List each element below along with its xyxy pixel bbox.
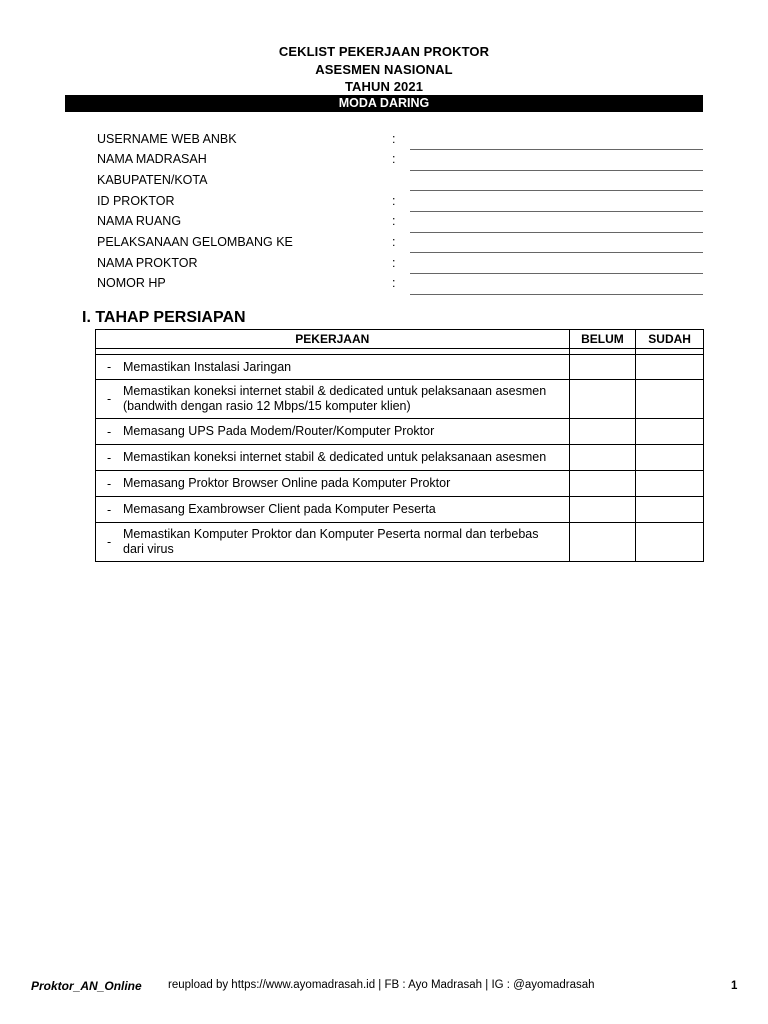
field-label-nomor-hp: NOMOR HP — [97, 276, 166, 290]
bullet-dash: - — [107, 476, 112, 491]
task-text: Memastikan koneksi internet stabil & dedicated untuk pelaksanaan asesmen (bandwith dengan rasio 12 Mbps/15 komputer klien) — [123, 384, 547, 413]
belum-checkbox-cell[interactable] — [569, 419, 636, 445]
document-title: CEKLIST PEKERJAAN PROKTOR — [278, 44, 490, 59]
checklist-table — [95, 329, 704, 562]
field-colon: : — [392, 256, 396, 270]
task-text: Memastikan Instalasi Jaringan — [123, 359, 292, 374]
field-input-line-madrasah[interactable] — [410, 170, 703, 171]
column-header-belum: BELUM — [569, 330, 636, 349]
task-cell — [96, 355, 570, 380]
field-input-line-id-proktor[interactable] — [410, 211, 703, 212]
field-label-id-proktor: ID PROKTOR — [97, 194, 175, 208]
task-cell — [96, 523, 570, 562]
belum-checkbox-cell[interactable] — [569, 471, 636, 497]
field-label-nama-proktor: NAMA PROKTOR — [97, 256, 198, 270]
task-cell — [96, 445, 570, 471]
table-row — [96, 523, 704, 562]
table-row — [96, 355, 704, 380]
belum-checkbox-cell[interactable] — [569, 497, 636, 523]
field-input-line-kabupaten[interactable] — [410, 190, 703, 191]
field-label-ruang: NAMA RUANG — [97, 214, 182, 228]
table-row — [96, 419, 704, 445]
field-input-line-nomor-hp[interactable] — [410, 294, 703, 295]
sudah-checkbox-cell[interactable] — [636, 355, 704, 380]
sudah-checkbox-cell[interactable] — [636, 497, 704, 523]
page-number: 1 — [731, 980, 738, 992]
column-header-task: PEKERJAAN — [96, 330, 570, 349]
belum-checkbox-cell[interactable] — [569, 380, 636, 419]
bullet-dash: - — [107, 424, 112, 439]
field-colon: : — [392, 194, 396, 208]
sudah-checkbox-cell[interactable] — [636, 523, 704, 562]
task-text: Memasang Exambrowser Client pada Komputer Peserta — [123, 502, 436, 516]
table-row — [96, 380, 704, 419]
field-input-line-username[interactable] — [410, 149, 703, 150]
field-label-kabupaten: KABUPATEN/KOTA — [97, 173, 208, 187]
table-row — [96, 471, 704, 497]
mode-banner: MODA DARING — [65, 95, 703, 112]
field-input-line-gelombang[interactable] — [410, 252, 703, 253]
field-input-line-ruang[interactable] — [410, 232, 703, 233]
bullet-dash: - — [107, 360, 112, 374]
section-title: I. TAHAP PERSIAPAN — [82, 309, 246, 326]
bullet-dash: - — [107, 450, 112, 465]
field-label-madrasah: NAMA MADRASAH — [97, 152, 207, 166]
belum-checkbox-cell[interactable] — [569, 355, 636, 380]
belum-checkbox-cell[interactable] — [569, 445, 636, 471]
field-label-gelombang: PELAKSANAAN GELOMBANG KE — [97, 235, 293, 249]
sudah-checkbox-cell[interactable] — [636, 445, 704, 471]
table-header-row — [96, 330, 704, 349]
task-cell — [96, 497, 570, 523]
field-colon: : — [392, 152, 396, 166]
footer-brand: Proktor_AN_Online — [31, 979, 142, 993]
sudah-checkbox-cell[interactable] — [636, 380, 704, 419]
column-header-sudah: SUDAH — [636, 330, 704, 349]
document-subtitle: ASESMEN NASIONAL — [315, 62, 453, 77]
field-input-line-nama-proktor[interactable] — [410, 273, 703, 274]
task-text: Memasang Proktor Browser Online pada Komputer Proktor — [123, 476, 451, 490]
document-year: TAHUN 2021 — [344, 79, 424, 94]
field-colon: : — [392, 214, 396, 228]
task-text: Memastikan Komputer Proktor dan Komputer Peserta normal dan terbebas dari virus — [123, 527, 539, 556]
bullet-dash: - — [107, 392, 112, 406]
belum-checkbox-cell[interactable] — [569, 523, 636, 562]
field-colon: : — [392, 235, 396, 249]
bullet-dash: - — [107, 502, 112, 517]
task-cell — [96, 380, 570, 419]
task-cell — [96, 471, 570, 497]
sudah-checkbox-cell[interactable] — [636, 471, 704, 497]
field-colon: : — [392, 276, 396, 290]
task-text: Memasang UPS Pada Modem/Router/Komputer Proktor — [123, 424, 435, 438]
sudah-checkbox-cell[interactable] — [636, 419, 704, 445]
task-text: Memastikan koneksi internet stabil & dedicated untuk pelaksanaan asesmen — [123, 450, 547, 464]
field-colon: : — [392, 132, 396, 146]
field-label-username: USERNAME WEB ANBK — [97, 132, 237, 146]
table-row — [96, 497, 704, 523]
bullet-dash: - — [107, 535, 112, 549]
footer-credit: reupload by https://www.ayomadrasah.id | FB : Ayo Madrasah | IG : @ayomadrasah — [168, 979, 595, 991]
task-cell — [96, 419, 570, 445]
table-row — [96, 445, 704, 471]
